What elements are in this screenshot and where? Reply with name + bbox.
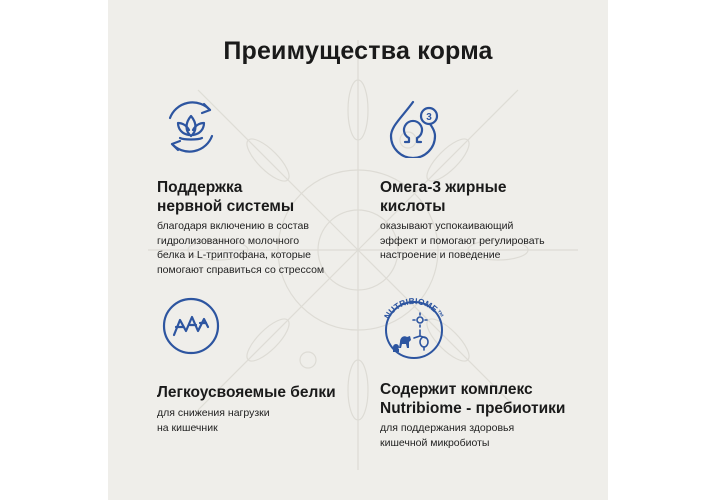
omega-3-drop-icon [383, 96, 445, 158]
feature-description: для поддержания здоровья кишечной микробиоты [380, 422, 515, 449]
nutribiome-badge-text: NUTRIBIOME™ [381, 295, 447, 321]
benefits-card [108, 0, 608, 500]
nutribiome-icon [376, 290, 452, 366]
feature-description: оказывают успокаивающий эффект и помогают регулировать настроение и поведение [380, 220, 545, 261]
feature-title: Омега-3 жирные кислоты [380, 179, 507, 215]
feature-description: благодаря включению в состав гидролизованного молочного белка и L-триптофана, которые помогают справиться со стрессом [157, 220, 325, 276]
page-title: Преимущества корма [223, 37, 493, 65]
feature-title: Легкоусвояемые белки [157, 384, 336, 401]
feature-title: Содержит комплекс Nutribiome - пребиотики [380, 381, 566, 417]
protein-helix-icon [160, 295, 222, 357]
svg-text:NUTRIBIOME™ [382, 296, 446, 321]
omega-number: 3 [426, 112, 432, 123]
feature-description: для снижения нагрузки на кишечник [157, 407, 270, 434]
feature-title: Поддержка нервной системы [157, 179, 295, 215]
lotus-cycle-icon [160, 96, 222, 158]
